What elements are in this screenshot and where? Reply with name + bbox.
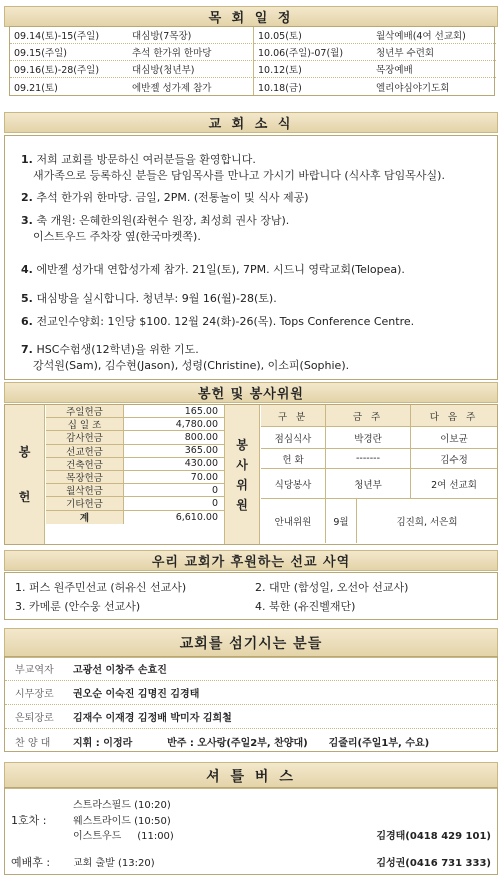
news-text: 전교인수양회: 1인당 $100. 12월 24(화)-26(목). Tops Conference Centre. [36, 315, 415, 328]
news-text-line2: 새가족으로 등록하신 분들은 담임목사를 만나고 가시기 바랍니다 (식사후 담임목사실). [33, 169, 445, 182]
offering-row [46, 471, 224, 484]
mission-item: 4. 북한 (유진벨재단) [255, 600, 356, 613]
schedule-event: 추석 한가위 한마당 [132, 48, 212, 59]
news-item [21, 291, 277, 307]
news-text: 대심방을 실시합니다. 청년부: 9월 16(월)-28(토). [36, 292, 277, 305]
servant-names: 고광선 이창주 손효진 [73, 665, 167, 676]
mission-item: 3. 카메룬 (안수웅 선교사) [15, 600, 141, 613]
mission-item: 2. 대만 (함성일, 오선아 선교사) [255, 581, 409, 594]
volunteer-next-week: 김수정 [440, 454, 468, 466]
offering-amount: 0 [211, 484, 218, 496]
schedule-left-column [10, 27, 253, 95]
offering-category: 건축헌금 [46, 458, 124, 470]
schedule-row [10, 44, 252, 61]
servant-row [5, 705, 497, 729]
offering-category: 기타헌금 [46, 497, 124, 509]
servant-row [5, 657, 497, 681]
offering-amount: 70.00 [190, 471, 218, 483]
servant-role: 부교역자 [15, 665, 54, 676]
volunteer-header-row [261, 405, 497, 427]
news-header: 교 회 소 식 [4, 112, 498, 133]
servant-row [5, 729, 497, 753]
volunteer-col-header: 다 음 주 [429, 411, 479, 423]
shuttle-section [4, 787, 498, 875]
offering-amount: 0 [211, 497, 218, 509]
volunteer-row [261, 427, 497, 449]
news-text: HSC수험생(12학년)을 위한 기도. [36, 343, 199, 356]
volunteer-role: 식당봉사 [274, 479, 312, 491]
schedule-event: 엘리야심야기도회 [376, 82, 450, 94]
volunteer-col-header: 금 주 [325, 405, 411, 426]
shuttle-driver: 김성권(0416 731 333) [376, 858, 491, 869]
servants-section [4, 656, 498, 752]
shuttle-run2-label: 예배후 : [11, 856, 51, 869]
offering-row [46, 484, 224, 497]
news-text: 에반젤 성가대 연합성가제 참가. 21일(토), 7PM. 시드니 영락교회(Telopea). [36, 263, 405, 276]
news-number: 5. [21, 292, 33, 305]
volunteer-this-week: 청년부 [325, 469, 411, 498]
volunteer-this-week: 박경란 [325, 427, 411, 448]
schedule-date: 09.21(토) [14, 82, 58, 94]
offering-section [4, 404, 498, 545]
offering-label [5, 405, 45, 544]
offering-category: 선교헌금 [46, 445, 124, 457]
offering-amount: 4,780.00 [175, 418, 218, 430]
volunteer-row [261, 449, 497, 469]
offering-row [46, 445, 224, 458]
schedule-table [9, 26, 495, 96]
guide-role: 안내위원 [274, 517, 312, 528]
offering-header: 봉헌 및 봉사위원 [4, 382, 498, 403]
offering-amount: 165.00 [184, 405, 218, 417]
schedule-header: 목 회 일 정 [4, 6, 498, 27]
volunteer-col-header: 구 분 [277, 411, 309, 423]
schedule-event: 월삭예배(4여 선교회) [376, 31, 466, 42]
shuttle-run2-stop: 교회 출발 (13:20) [73, 858, 155, 869]
schedule-date: 09.15(주일) [14, 48, 67, 59]
news-number: 4. [21, 263, 33, 276]
guide-names: 김진희, 서은희 [396, 517, 458, 528]
schedule-event: 에반젤 성가제 참가 [132, 82, 212, 94]
shuttle-header: 셔 틀 버 스 [4, 762, 498, 789]
news-item [21, 213, 289, 245]
shuttle-stop: 스트라스필드 (10:20) [73, 800, 171, 811]
mission-item: 1. 퍼스 원주민선교 (허유신 선교사) [15, 581, 187, 594]
schedule-date: 10.18(금) [258, 82, 302, 94]
news-text-line2: 강석원(Sam), 김수현(Jason), 성령(Christine), 이소피(Sophie). [33, 359, 350, 372]
servant-names: 김재수 이재경 김정배 박미자 김희철 [73, 713, 232, 724]
servant-names: 지휘 : 이정라 반주 : 오사랑(주일2부, 찬양대) 김줄리(주일1부, 수요) [73, 737, 430, 749]
volunteer-this-week: ------- [325, 449, 411, 468]
volunteer-role: 헌 화 [282, 454, 304, 466]
servant-role: 은퇴장로 [15, 713, 54, 724]
shuttle-driver: 김경태(0418 429 101) [376, 831, 491, 842]
news-item [21, 314, 414, 330]
servant-role: 찬 양 대 [15, 737, 51, 749]
news-number: 3. [21, 214, 33, 227]
schedule-event: 목장예배 [376, 65, 413, 76]
schedule-event: 청년부 수련회 [376, 48, 435, 59]
schedule-row [254, 61, 496, 78]
offering-row [46, 431, 224, 444]
volunteer-table [261, 405, 497, 543]
news-item [21, 342, 349, 374]
schedule-date: 10.06(주일)-07(월) [258, 48, 344, 59]
schedule-row [254, 78, 496, 95]
offering-row [46, 418, 224, 431]
mission-section [4, 572, 498, 620]
volunteer-label [224, 405, 260, 544]
news-text-line2: 이스트우드 주차장 옆(한국마켓쪽). [33, 230, 201, 243]
volunteer-next-week: 이보균 [440, 433, 468, 445]
offering-label-char: 봉 [18, 444, 31, 459]
schedule-row [10, 61, 252, 78]
offering-category: 주일헌금 [46, 405, 124, 417]
volunteer-label-char: 원 [236, 497, 248, 512]
schedule-row [10, 27, 252, 44]
shuttle-stop: 웨스트라이드 (10:50) [73, 816, 171, 827]
schedule-row [254, 44, 496, 61]
volunteer-role: 점심식사 [274, 433, 312, 445]
offering-total-amount: 6,610.00 [175, 511, 218, 523]
shuttle-stop: 이스트우드 (11:00) [73, 831, 174, 842]
volunteer-label-char: 위 [236, 477, 248, 492]
offering-category: 십 일 조 [46, 418, 124, 430]
schedule-date: 10.12(토) [258, 65, 302, 76]
news-text: 추석 한가위 한마당. 금일, 2PM. (전통놀이 및 식사 제공) [36, 191, 309, 204]
news-section [4, 135, 498, 380]
news-number: 6. [21, 315, 33, 328]
schedule-date: 10.05(토) [258, 31, 302, 42]
schedule-date: 09.14(토)-15(주일) [14, 31, 100, 42]
schedule-right-column [253, 27, 496, 95]
schedule-event: 대심방(7목장) [132, 31, 192, 42]
guide-month: 9월 [325, 499, 357, 543]
servant-names: 권오순 이숙진 김명진 김경태 [73, 689, 200, 700]
servants-header: 교회를 섬기시는 분들 [4, 628, 498, 658]
schedule-row [254, 27, 496, 44]
servant-role: 시무장로 [15, 689, 54, 700]
news-text: 축 개원: 은혜한의원(좌현수 원장, 최성희 권사 장남). [36, 214, 290, 227]
offering-category: 월삭헌금 [46, 484, 124, 496]
offering-category: 감사헌금 [46, 431, 124, 443]
news-number: 1. [21, 153, 33, 166]
news-number: 2. [21, 191, 33, 204]
offering-amount: 365.00 [184, 445, 218, 457]
guide-row [261, 499, 497, 543]
schedule-date: 09.16(토)-28(주일) [14, 65, 100, 76]
offering-total-row [46, 511, 224, 544]
offering-total-label: 계 [46, 511, 124, 524]
mission-header: 우리 교회가 후원하는 선교 사역 [4, 550, 498, 571]
servant-row [5, 681, 497, 705]
schedule-event: 대심방(청년부) [132, 65, 195, 76]
news-number: 7. [21, 343, 33, 356]
volunteer-label-char: 사 [236, 457, 248, 472]
volunteer-row [261, 469, 497, 499]
offering-row [46, 497, 224, 510]
offering-table [46, 405, 224, 544]
offering-amount: 430.00 [184, 458, 218, 470]
volunteer-next-week: 2여 선교회 [431, 479, 477, 491]
news-item [21, 190, 309, 206]
shuttle-run1-label: 1호차 : [11, 814, 47, 827]
news-item [21, 152, 445, 184]
offering-row [46, 458, 224, 471]
offering-row [46, 405, 224, 418]
offering-category: 목장헌금 [46, 471, 124, 483]
news-text: 저희 교회를 방문하신 여러분들을 환영합니다. [36, 153, 256, 166]
offering-amount: 800.00 [184, 431, 218, 443]
news-item [21, 262, 405, 278]
schedule-row [10, 78, 252, 95]
volunteer-label-char: 봉 [236, 437, 248, 452]
offering-label-char: 헌 [18, 489, 31, 504]
